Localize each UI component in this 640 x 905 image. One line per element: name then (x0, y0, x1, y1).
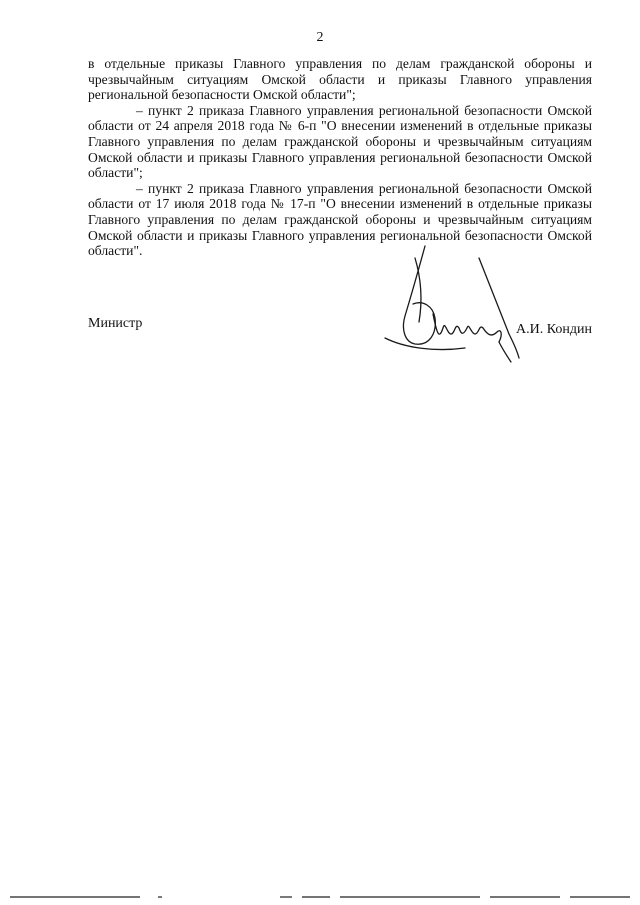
document-body (88, 56, 592, 259)
paragraph-item-order-17p: – пункт 2 приказа Главного управления региональной безопасности Омской области от 17 июля 2018 года № 17-п "О внесении изменений в отдельные приказы Главного управления по делам гражданской обороны и чрезвычайным ситуациям Омской области и приказы Главного управления региональной безопасности Омской области". (88, 180, 592, 259)
paragraph-continuation: в отдельные приказы Главного управления по делам гражданской обороны и чрезвычайным ситуациям Омской области и приказы Главного управления региональной безопасности Омской области"; (88, 56, 592, 103)
signer-title: Министр (88, 316, 143, 331)
handwritten-signature (375, 238, 525, 368)
page-number: 2 (316, 30, 324, 45)
signer-name: А.И. Кондин (516, 322, 592, 337)
scan-footer-artifacts (0, 894, 640, 900)
paragraph-item-order-6p: – пункт 2 приказа Главного управления региональной безопасности Омской области от 24 апреля 2018 года № 6-п "О внесении изменений в отдельные приказы Главного управления по делам гражданской обороны и чрезвычайным ситуациям Омской области и приказы Главного управления региональной безопасности Омской области"; (88, 102, 592, 181)
